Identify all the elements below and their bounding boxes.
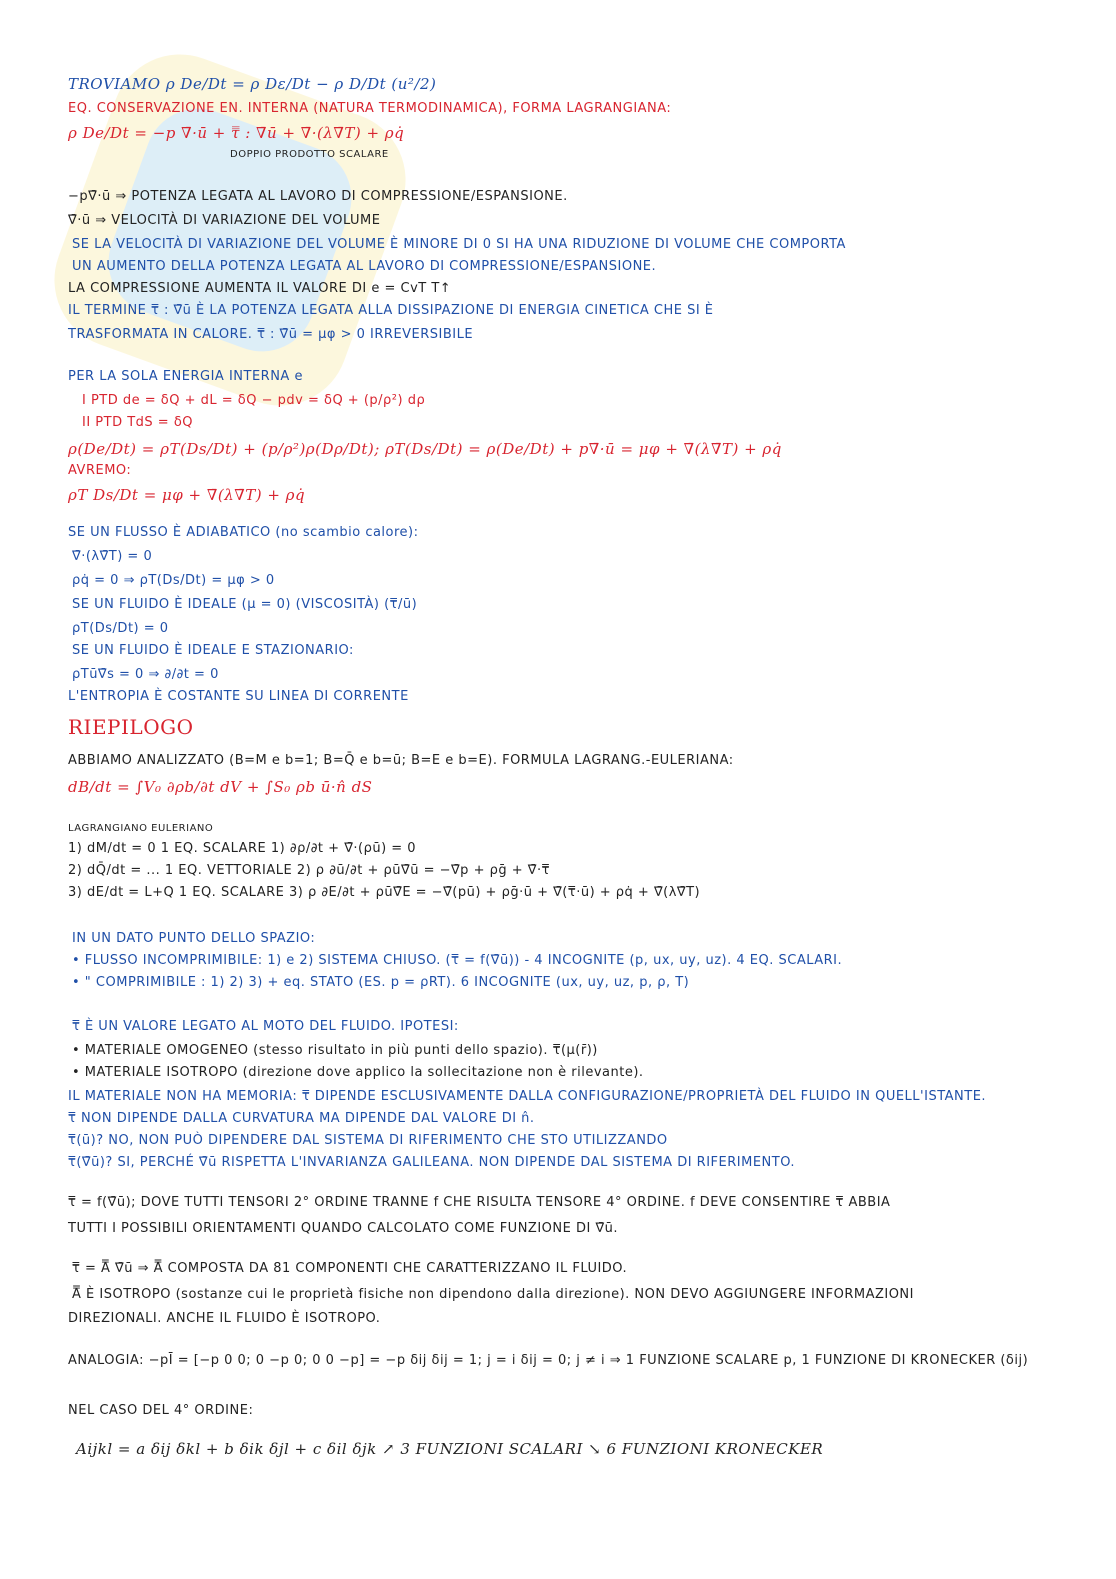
note-line: • MATERIALE ISOTROPO (direzione dove applico la sollecitazione non è rilevante). [72, 1065, 644, 1080]
note-line: LAGRANGIANO EULERIANO [68, 823, 214, 834]
note-line: τ̿ È UN VALORE LEGATO AL MOTO DEL FLUIDO. IPOTESI: [72, 1019, 459, 1034]
note-line: τ̿(ū)? NO, NON PUÒ DIPENDERE DAL SISTEMA DI RIFERIMENTO CHE STO UTILIZZANDO [68, 1133, 668, 1148]
note-line: ANALOGIA: −pĪ = [−p 0 0; 0 −p 0; 0 0 −p] = −p δij δij = 1; j = i δij = 0; j ≠ i ⇒ 1 FUNZIONE SCALARE p, 1 FUNZIONE DI KRONECKER (δij) [68, 1353, 1029, 1368]
note-line: RIEPILOGO [68, 715, 194, 739]
note-line: ∇̄·ū ⇒ VELOCITÀ DI VARIAZIONE DEL VOLUME [68, 213, 381, 228]
note-line: −p∇̄·ū ⇒ POTENZA LEGATA AL LAVORO DI COMPRESSIONE/ESPANSIONE. [68, 189, 568, 204]
note-line: 2) dQ̄/dt = ... 1 EQ. VETTORIALE 2) ρ ∂ū/∂t + ρū∇̄ū = −∇̄p + ρḡ + ∇̄·τ̿ [68, 863, 550, 878]
note-line: τ̿(∇̄ū)? SI, PERCHÉ ∇̄ū RISPETTA L'INVARIANZA GALILEANA. NON DIPENDE DAL SISTEMA DI RIFERIMENTO. [68, 1155, 796, 1170]
note-line: TUTTI I POSSIBILI ORIENTAMENTI QUANDO CALCOLATO COME FUNZIONE DI ∇̄ū. [68, 1221, 619, 1236]
note-line: NEL CASO DEL 4° ORDINE: [68, 1403, 254, 1418]
note-line: AVREMO: [68, 463, 132, 478]
note-line: τ̿ = A̿ ∇̄ū ⇒ A̿ COMPOSTA DA 81 COMPONENTI CHE CARATTERIZZANO IL FLUIDO. [72, 1261, 628, 1276]
note-line: ρT Ds/Dt = μφ + ∇̄(λ∇̄T) + ρq̇ [68, 486, 306, 504]
note-line: L'ENTROPIA È COSTANTE SU LINEA DI CORRENTE [68, 689, 409, 704]
note-line: TROVIAMO ρ De/Dt = ρ Dε/Dt − ρ D/Dt (u²/2) [68, 75, 437, 93]
note-line: ρ De/Dt = −p ∇̄·ū + τ̿ : ∇̄ū + ∇̄·(λ∇̄T) + ρq̇ [68, 124, 405, 142]
docsity-watermark-icon [40, 40, 420, 420]
note-line: ABBIAMO ANALIZZATO (B=M e b=1; B=Q̄ e b=ū; B=E e b=E). FORMULA LAGRANG.-EULERIANA: [68, 753, 734, 768]
note-line: ρT(Ds/Dt) = 0 [72, 621, 169, 636]
note-line: SE UN FLUIDO È IDEALE E STAZIONARIO: [72, 643, 354, 658]
note-line: ρ(De/Dt) = ρT(Ds/Dt) + (p/ρ²)ρ(Dρ/Dt); ρT(Ds/Dt) = ρ(De/Dt) + p∇̄·ū = μφ + ∇̄(λ∇̄T) + ρq̇ [68, 440, 782, 458]
note-line: I PTD de = δQ + dL = δQ − pdv = δQ + (p/ρ²) dρ [82, 393, 426, 408]
note-line: SE LA VELOCITÀ DI VARIAZIONE DEL VOLUME È MINORE DI 0 SI HA UNA RIDUZIONE DI VOLUME CHE COMPORTA [72, 237, 846, 252]
note-line: II PTD TdS = δQ [82, 415, 194, 430]
note-line: τ̿ = f(∇̄ū); DOVE TUTTI TENSORI 2° ORDINE TRANNE f CHE RISULTA TENSORE 4° ORDINE. f DEVE CONSENTIRE τ̿ ABBIA [68, 1195, 891, 1210]
note-line: UN AUMENTO DELLA POTENZA LEGATA AL LAVORO DI COMPRESSIONE/ESPANSIONE. [72, 259, 657, 274]
note-line: PER LA SOLA ENERGIA INTERNA e [68, 369, 303, 384]
note-line: τ̿ NON DIPENDE DALLA CURVATURA MA DIPENDE DAL VALORE DI n̂. [68, 1111, 535, 1126]
note-line: DOPPIO PRODOTTO SCALARE [230, 149, 389, 160]
note-line: A̿ È ISOTROPO (sostanze cui le proprietà fisiche non dipendono dalla direzione). NON DEVO AGGIUNGERE INFORMAZIONI [72, 1287, 914, 1302]
note-line: SE UN FLUIDO È IDEALE (μ = 0) (VISCOSITÀ) (τ̿/ū) [72, 597, 418, 612]
note-line: 1) dM/dt = 0 1 EQ. SCALARE 1) ∂ρ/∂t + ∇̄·(ρū) = 0 [68, 841, 417, 856]
note-line: ρTū∇̄s = 0 ⇒ ∂/∂t = 0 [72, 667, 219, 682]
note-line: • MATERIALE OMOGENEO (stesso risultato in più punti dello spazio). τ̿(μ(r̄)) [72, 1043, 598, 1058]
note-line: ∇̄·(λ∇̄T) = 0 [72, 549, 153, 564]
note-line: EQ. CONSERVAZIONE EN. INTERNA (NATURA TERMODINAMICA), FORMA LAGRANGIANA: [68, 101, 672, 116]
note-line: ρq̇ = 0 ⇒ ρT(Ds/Dt) = μφ > 0 [72, 573, 275, 588]
note-line: TRASFORMATA IN CALORE. τ̿ : ∇̄ū = μφ > 0 IRREVERSIBILE [68, 327, 474, 342]
note-line: IL MATERIALE NON HA MEMORIA: τ̿ DIPENDE ESCLUSIVAMENTE DALLA CONFIGURAZIONE/PROPRIETÀ DEL FLUIDO IN QUELL'ISTANTE. [68, 1089, 987, 1104]
note-line: 3) dE/dt = L+Q 1 EQ. SCALARE 3) ρ ∂E/∂t + ρū∇̄E = −∇̄(pū) + ρḡ·ū + ∇̄(τ̿·ū) + ρq̇ + ∇̄(λ∇̄T) [68, 885, 701, 900]
note-line: IN UN DATO PUNTO DELLO SPAZIO: [72, 931, 316, 946]
note-line: Aijkl = a δij δkl + b δik δjl + c δil δjk ↗ 3 FUNZIONI SCALARI ↘ 6 FUNZIONI KRONECKER [76, 1440, 824, 1458]
note-line: SE UN FLUSSO È ADIABATICO (no scambio calore): [68, 525, 419, 540]
note-line: LA COMPRESSIONE AUMENTA IL VALORE DI e = CvT T↑ [68, 281, 452, 296]
note-line: dB/dt = ∫V₀ ∂ρb/∂t dV + ∫S₀ ρb ū·n̂ dS [68, 778, 373, 796]
note-line: • FLUSSO INCOMPRIMIBILE: 1) e 2) SISTEMA CHIUSO. (τ̿ = f(∇̄ū)) - 4 INCOGNITE (p, ux, uy, uz). 4 EQ. SCALARI. [72, 953, 843, 968]
note-line: IL TERMINE τ̿ : ∇̄ū È LA POTENZA LEGATA ALLA DISSIPAZIONE DI ENERGIA CINETICA CHE SI È [68, 303, 714, 318]
note-line: DIREZIONALI. ANCHE IL FLUIDO È ISOTROPO. [68, 1311, 381, 1326]
note-line: • " COMPRIMIBILE : 1) 2) 3) + eq. STATO (ES. p = ρRT). 6 INCOGNITE (ux, uy, uz, p, ρ, T) [72, 975, 690, 990]
